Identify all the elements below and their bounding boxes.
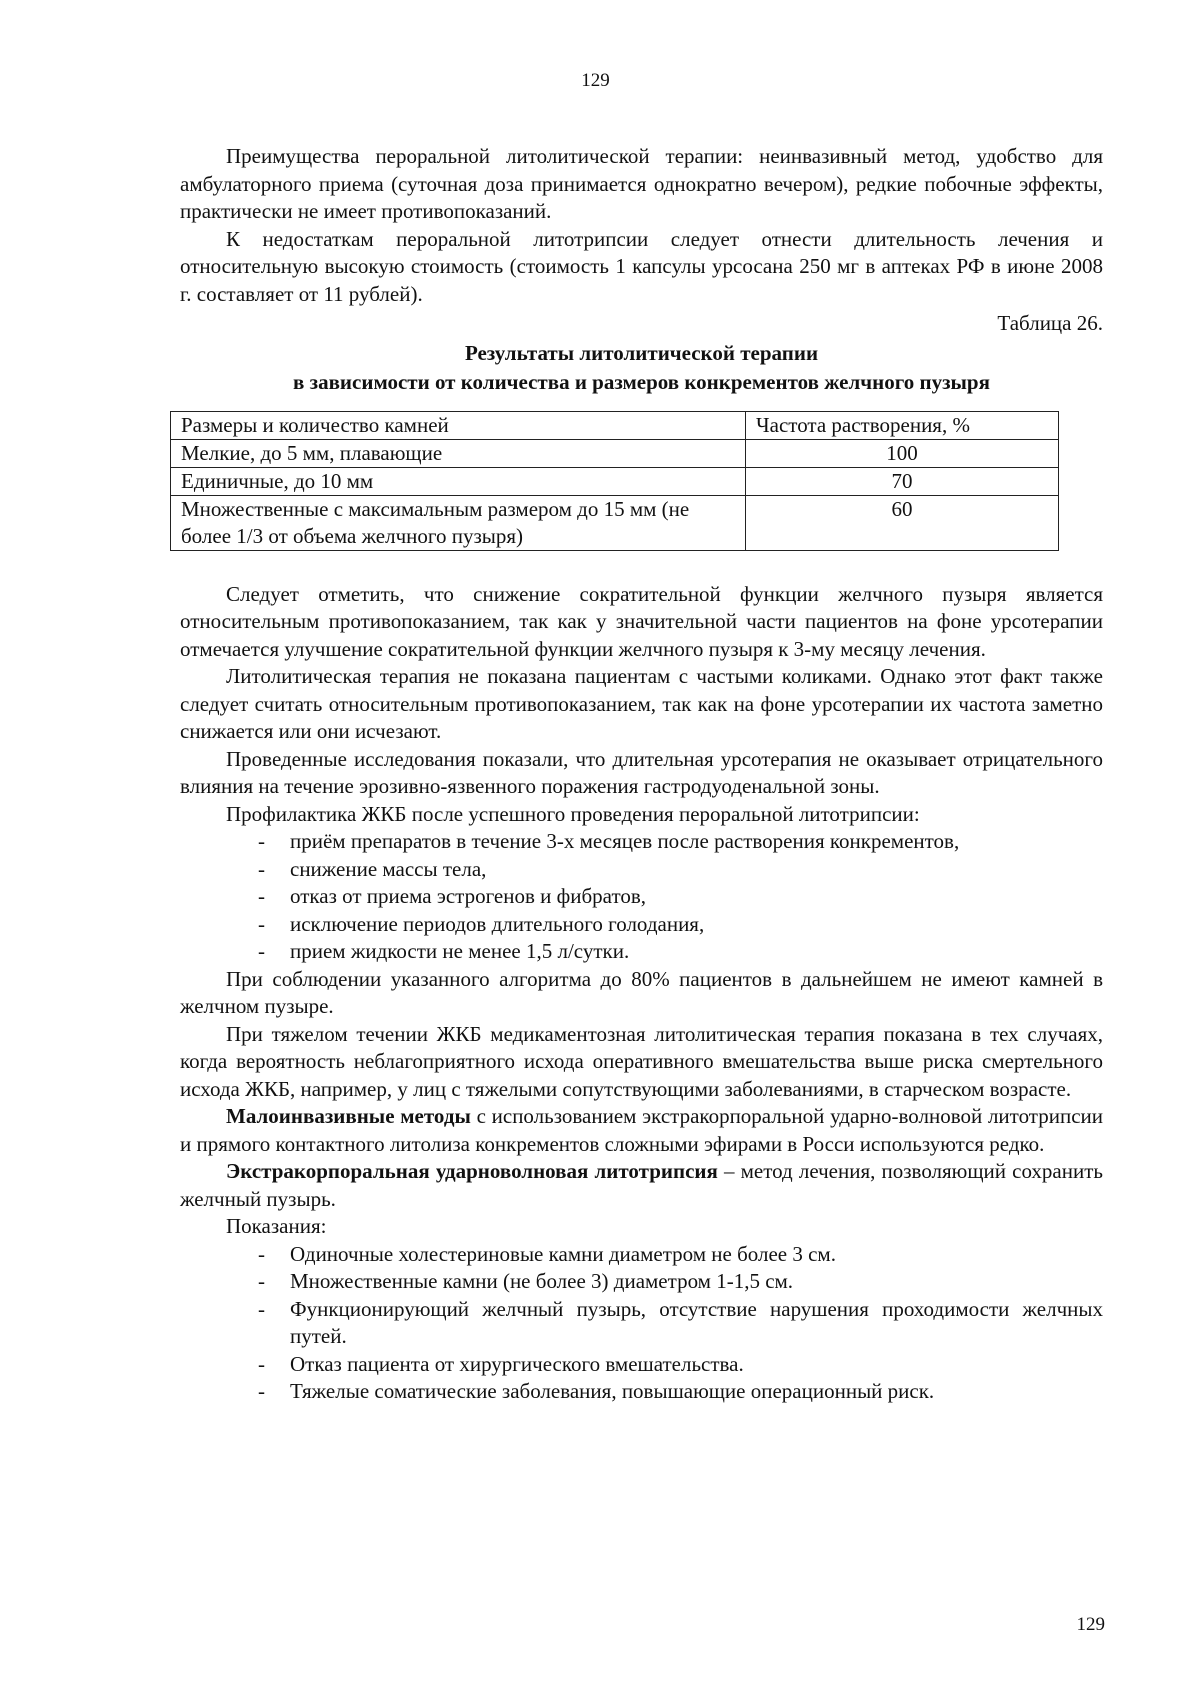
list-item: - Функционирующий желчный пузырь, отсутствие нарушения проходимости желчных путей.	[258, 1296, 1103, 1351]
page-number-top: 129	[581, 70, 610, 91]
paragraph-severe-course: При тяжелом течении ЖКБ медикаментозная литолитическая терапия показана в тех случаях, когда вероятность неблагоприятного исхода оперативного вмешательства выше риска смертельного исхода ЖКБ, например, у лиц с тяжелыми сопутствующими заболеваниями, в старческом возрасте.	[180, 1021, 1103, 1101]
table-label: Таблица 26.	[997, 311, 1103, 335]
table-header-cell: Частота растворения, %	[746, 411, 1059, 439]
paragraph-colic: Литолитическая терапия не показана пациентам с частыми коликами. Однако этот факт также следует считать относительным противопоказанием, так как на фоне урсотерапии их частота заметно снижается или они исчезают.	[180, 664, 1103, 743]
table-header-cell: Размеры и количество камней	[171, 411, 746, 439]
paragraph-text: с использованием экстракорпоральной ударно-волновой литотрипсии и прямого контактного литолиза конкрементов сложными эфирами в Росси используются редко.	[180, 1104, 1103, 1156]
paragraph-minimally-invasive	[180, 1103, 1103, 1158]
prophylaxis-list	[180, 828, 1103, 966]
table-cell: 60	[746, 495, 1059, 550]
list-item: - отказ от приема эстрогенов и фибратов,	[258, 883, 1103, 911]
paragraph-algorithm: При соблюдении указанного алгоритма до 80% пациентов в дальнейшем не имеют камней в желчном пузыре.	[180, 966, 1103, 1018]
table-cell: Множественные с максимальным размером до 15 мм (не более 1/3 от объема желчного пузыря)	[171, 495, 746, 550]
table-title-line1: Результаты литолитической терапии	[464, 340, 819, 365]
results-table	[170, 411, 1059, 551]
list-item: - снижение массы тела,	[258, 856, 1103, 884]
table-cell: 70	[746, 467, 1059, 495]
bold-term: Экстракорпоральная ударноволновая литотрипсия	[226, 1159, 718, 1183]
indications-list	[180, 1241, 1103, 1406]
list-item: - Тяжелые соматические заболевания, повышающие операционный риск.	[258, 1378, 1103, 1406]
paragraph-text: – метод лечения, позволяющий сохранить желчный пузырь.	[180, 1159, 1103, 1211]
table-row	[171, 495, 1059, 550]
paragraph-eswl	[180, 1158, 1103, 1213]
indications-label: Показания:	[226, 1214, 327, 1238]
list-item: - Отказ пациента от хирургического вмешательства.	[258, 1351, 1103, 1379]
paragraph-disadvantages: К недостаткам пероральной литотрипсии следует отнести длительность лечения и относительную высокую стоимость (стоимость 1 капсулы урсосана 250 мг в аптеках РФ в июне 2008 г. составляет от 11 рублей).	[180, 226, 1103, 306]
table-title-line2: в зависимости от количества и размеров конкрементов желчного пузыря	[293, 370, 990, 394]
page-content	[180, 143, 1103, 1406]
list-item: - Одиночные холестериновые камни диаметром не более 3 см.	[258, 1241, 1103, 1269]
table-row	[171, 439, 1059, 467]
table-cell: 100	[746, 439, 1059, 467]
list-item: - прием жидкости не менее 1,5 л/сутки.	[258, 938, 1103, 966]
list-item: - Множественные камни (не более 3) диаметром 1-1,5 см.	[258, 1268, 1103, 1296]
list-item: - исключение периодов длительного голодания,	[258, 911, 1103, 939]
table-cell: Единичные, до 10 мм	[171, 467, 746, 495]
paragraph-prophylaxis-intro: Профилактика ЖКБ после успешного проведения пероральной литотрипсии:	[226, 801, 920, 826]
page-number-bottom: 129	[1076, 1614, 1105, 1635]
table-header-row	[171, 411, 1059, 439]
paragraph-studies: Проведенные исследования показали, что длительная урсотерапия не оказывает отрицательного влияния на течение эрозивно-язвенного поражения гастродуоденальной зоны.	[180, 746, 1103, 798]
table-row	[171, 467, 1059, 495]
list-item: - приём препаратов в течение 3-х месяцев после растворения конкрементов,	[258, 828, 1103, 856]
table-cell: Мелкие, до 5 мм, плавающие	[171, 439, 746, 467]
paragraph-advantages: Преимущества пероральной литолитической терапии: неинвазивный метод, удобство для амбулаторного приема (суточная доза принимается однократно вечером), редкие побочные эффекты, практически не имеет противопоказаний.	[180, 144, 1103, 223]
paragraph-contractile-function: Следует отметить, что снижение сократительной функции желчного пузыря является относительным противопоказанием, так как у значительной части пациентов на фоне урсотерапии отмечается улучшение сократительной функции желчного пузыря к 3-му месяцу лечения.	[180, 581, 1103, 661]
bold-term: Малоинвазивные методы	[226, 1104, 471, 1128]
